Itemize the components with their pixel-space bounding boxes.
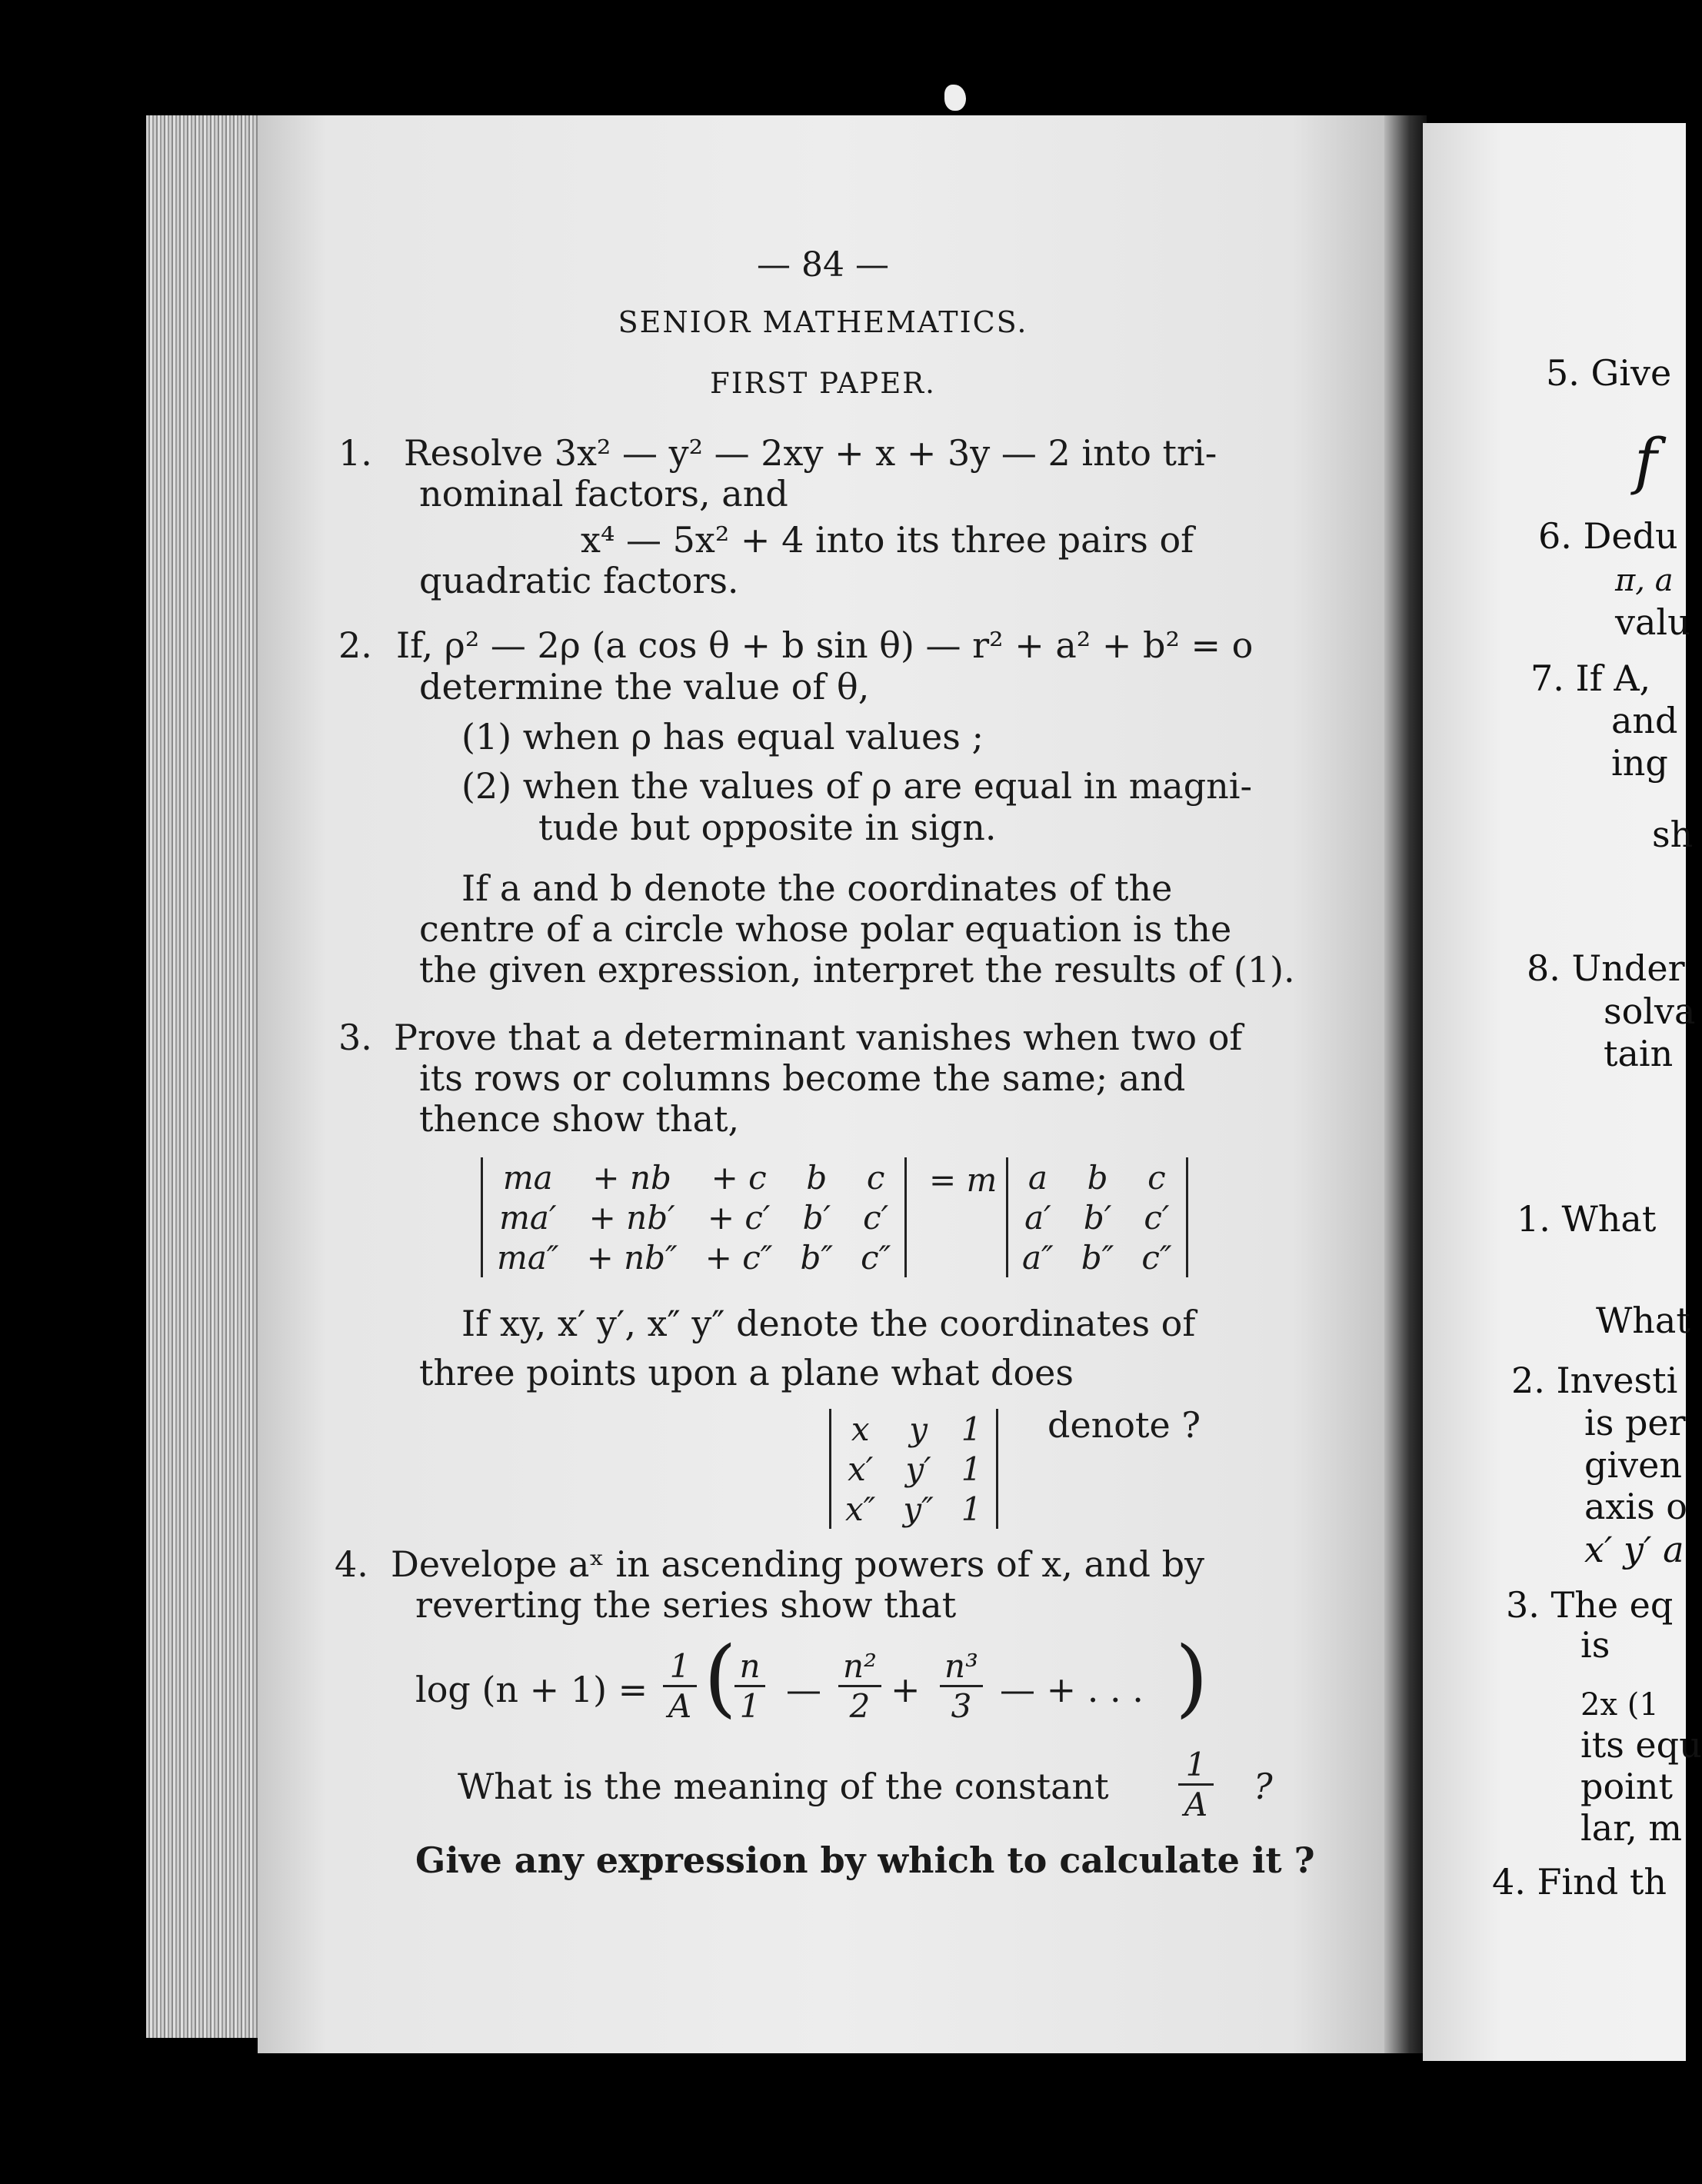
det-cell: ma [502, 1158, 553, 1197]
det-cell: x′ [848, 1450, 874, 1488]
det-cell: c′ [863, 1198, 889, 1237]
det-cell: c [866, 1158, 885, 1197]
rp-fragment: 1. What [1517, 1198, 1657, 1240]
det-left-row-1 [483, 1157, 904, 1197]
q2-para-line1: If a and b denote the coordinates of the [461, 867, 1173, 909]
rp-fragment: and [1611, 700, 1678, 741]
page-edges [146, 115, 261, 2038]
det-left-row-2 [483, 1197, 904, 1237]
det-cell: + nb″ [586, 1238, 678, 1277]
frac-numerator: n³ [944, 1647, 978, 1685]
det-cell: x [851, 1410, 870, 1448]
rp-fragment: valu [1615, 601, 1690, 643]
rp-fragment: 6. Dedu [1538, 515, 1678, 557]
rp-fragment: given [1584, 1444, 1682, 1486]
open-paren: ( [704, 1628, 737, 1726]
rp-fragment: tain [1604, 1033, 1674, 1074]
det-cell: 1 [961, 1450, 982, 1488]
q4-number: 4. [335, 1543, 368, 1585]
frac-n2-over-2 [838, 1647, 881, 1725]
det-cell: 1 [961, 1490, 982, 1528]
det-cell: b′ [802, 1198, 831, 1237]
frac-n3-over-3 [940, 1647, 983, 1725]
q4-line1: Develope aˣ in ascending powers of x, and by [391, 1543, 1205, 1585]
q1-line3: x⁴ — 5x² + 4 into its three pairs of [581, 519, 1194, 561]
frac-n-over-1 [734, 1647, 765, 1725]
rp-fragment: f [1634, 425, 1657, 497]
rp-fragment: 4. Find th [1492, 1861, 1667, 1903]
frac-denominator: 3 [940, 1685, 983, 1725]
q3-line2: its rows or columns become the same; and [419, 1057, 1186, 1099]
q3-number: 3. [338, 1017, 372, 1058]
det-cell: a″ [1022, 1238, 1054, 1277]
det-cell: c′ [1144, 1198, 1170, 1237]
det-cell: ma″ [497, 1238, 559, 1277]
rp-fragment: axis o [1584, 1486, 1688, 1527]
det-cell: y′ [905, 1450, 931, 1488]
q4-question-mark: ? [1254, 1766, 1273, 1807]
rp-fragment: lar, m [1580, 1807, 1682, 1849]
q2-para-line2: centre of a circle whose polar equation is the [419, 908, 1232, 950]
det-right-row-1 [1008, 1157, 1186, 1197]
rp-fragment: What [1596, 1300, 1690, 1341]
frac-1-over-A-constant [1178, 1746, 1214, 1823]
rp-fragment: solva [1604, 990, 1696, 1032]
q2-sub2b: tude but opposite in sign. [538, 807, 997, 848]
rp-fragment: sh [1652, 814, 1694, 855]
q3-line3: thence show that, [419, 1098, 740, 1140]
q3-para-line1: If xy, x′ y′, x″ y″ denote the coordinates of [461, 1303, 1196, 1344]
ink-blot [944, 85, 966, 111]
plus-sign: + [891, 1669, 921, 1710]
det-cell: + c′ [707, 1198, 771, 1237]
formula-lhs: log (n + 1) = [415, 1669, 648, 1710]
det-cell: + c [711, 1158, 767, 1197]
close-paren: ) [1175, 1628, 1208, 1726]
q2-sub2a: (2) when the values of ρ are equal in magni- [461, 765, 1253, 807]
series-tail: — + . . . [1000, 1669, 1144, 1710]
det-cell: 1 [961, 1410, 982, 1448]
determinant-points [829, 1409, 998, 1529]
q2-sub1: (1) when ρ has equal values ; [461, 716, 984, 757]
q2-number: 2. [338, 624, 372, 666]
det-cell: c″ [1141, 1238, 1172, 1277]
det-cell: b [1087, 1158, 1108, 1197]
denote-text: denote ? [1048, 1404, 1201, 1446]
det-right-row-2 [1008, 1197, 1186, 1237]
det-left-row-3 [483, 1237, 904, 1277]
det-cell: b″ [1081, 1238, 1114, 1277]
rp-fragment: point [1580, 1766, 1673, 1807]
rp-fragment: π, a [1615, 563, 1674, 598]
frac-numerator: 1 [669, 1647, 691, 1685]
q1-number: 1. [338, 432, 372, 474]
q3-line1: Prove that a determinant vanishes when two of [394, 1017, 1243, 1058]
det-cell: + nb [592, 1158, 671, 1197]
rp-fragment: 8. Under [1527, 947, 1685, 989]
det-cell: + c″ [704, 1238, 773, 1277]
q2-line2: determine the value of θ, [419, 666, 870, 707]
det-cell: y″ [903, 1490, 934, 1528]
frac-numerator: n [739, 1647, 761, 1685]
det-cell: c″ [861, 1238, 891, 1277]
rp-fragment: 7. If A, [1530, 658, 1651, 699]
det-cell: + nb′ [588, 1198, 675, 1237]
det-equals: = m [929, 1161, 998, 1199]
det-cell: b″ [800, 1238, 834, 1277]
q1-line4: quadratic factors. [419, 560, 739, 601]
frac-numerator: 1 [1185, 1746, 1207, 1783]
det-cell: a′ [1024, 1198, 1051, 1237]
paper-title: SENIOR MATHEMATICS. [618, 305, 1028, 339]
determinant-right [1006, 1157, 1188, 1277]
q1-line2: nominal factors, and [419, 473, 788, 514]
rp-fragment: ing [1611, 742, 1668, 784]
det-points-row-2 [831, 1449, 996, 1489]
rp-fragment: x′ y′ a [1584, 1529, 1684, 1570]
rp-fragment: is [1580, 1624, 1610, 1666]
determinant-left [481, 1157, 907, 1277]
rp-fragment: 3. The eq [1506, 1584, 1674, 1626]
rp-fragment: is per [1584, 1402, 1686, 1443]
book-gutter [1384, 115, 1427, 2053]
page-number: — 84 — [757, 245, 889, 285]
det-cell: c [1147, 1158, 1166, 1197]
det-points-row-3 [831, 1489, 996, 1529]
q4-question1: What is the meaning of the constant [458, 1766, 1109, 1807]
rp-fragment: 2. Investi [1511, 1360, 1678, 1401]
det-cell: x″ [845, 1490, 876, 1528]
det-cell: b′ [1083, 1198, 1112, 1237]
minus-sign: — [786, 1669, 821, 1710]
rp-fragment: its equ [1580, 1724, 1702, 1766]
q2-para-line3: the given expression, interpret the results of (1). [419, 949, 1295, 990]
frac-denominator: A [663, 1685, 697, 1725]
det-cell: a [1028, 1158, 1048, 1197]
frac-denominator: A [1178, 1783, 1214, 1823]
q3-para-line2: three points upon a plane what does [419, 1352, 1074, 1393]
det-points-row-1 [831, 1409, 996, 1449]
det-right-row-3 [1008, 1237, 1186, 1277]
q2-line1: If, ρ² — 2ρ (a cos θ + b sin θ) — r² + a² + b² = o [396, 624, 1254, 666]
q1-line1: Resolve 3x² — y² — 2xy + x + 3y — 2 into tri- [404, 432, 1217, 474]
rp-fragment: 2x (1 [1580, 1687, 1659, 1723]
det-cell: ma′ [499, 1198, 557, 1237]
frac-numerator: n² [843, 1647, 877, 1685]
frac-denominator: 2 [838, 1685, 881, 1725]
paper-subtitle: FIRST PAPER. [710, 367, 936, 400]
det-cell: b [806, 1158, 828, 1197]
q4-question2: Give any expression by which to calculate it ? [415, 1839, 1315, 1881]
rp-fragment: 5. Give [1546, 352, 1672, 394]
q4-line2: reverting the series show that [415, 1584, 957, 1626]
det-cell: y [909, 1410, 928, 1448]
frac-denominator: 1 [734, 1685, 765, 1725]
frac-1-over-A [663, 1647, 697, 1725]
